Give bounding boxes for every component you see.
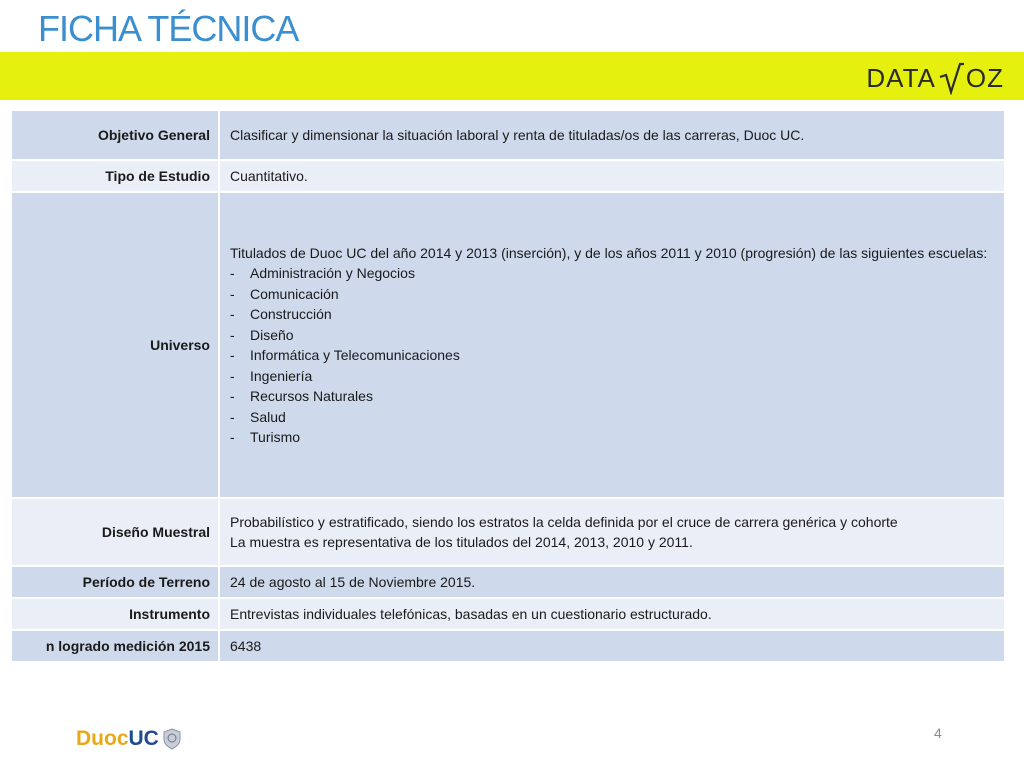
list-item: - Turismo: [230, 429, 301, 445]
table-row: [11, 566, 1005, 598]
brand-text-right: OZ: [965, 62, 1004, 93]
list-item: - Ingeniería: [230, 367, 313, 384]
list-item: - Diseño: [230, 326, 294, 343]
list-item: - Salud: [230, 408, 286, 425]
logo-text-uc: UC: [128, 727, 159, 750]
row-label-diseno: Diseño Muestral: [11, 498, 219, 566]
row-label-instrumento: Instrumento: [11, 598, 219, 630]
row-value-diseno: [219, 498, 1005, 566]
row-value-objetivo: Clasificar y dimensionar la situación laboral y renta de tituladas/os de las carreras, Duoc UC.: [219, 110, 1005, 160]
list-item: - Informática y Telecomunicaciones: [230, 347, 460, 363]
row-label-objetivo: Objetivo General: [11, 110, 219, 160]
table-row: [11, 498, 1005, 566]
table-row: [11, 160, 1005, 192]
row-value-n-logrado: 6438: [219, 630, 1005, 662]
brand-checkmark-icon: [938, 61, 964, 95]
list-item: - Administración y Negocios: [230, 265, 415, 281]
duoc-uc-logo: [76, 724, 186, 754]
diseno-line-2: La muestra es representativa de los titulados del 2014, 2013, 2010 y 2011.: [230, 534, 693, 550]
list-item: - Comunicación: [230, 285, 339, 302]
row-label-tipo: Tipo de Estudio: [11, 160, 219, 192]
table-row: [11, 192, 1005, 498]
row-value-universo: [219, 192, 1005, 498]
row-value-periodo: 24 de agosto al 15 de Noviembre 2015.: [219, 566, 1005, 598]
table-row: [11, 630, 1005, 662]
table-row: [11, 598, 1005, 630]
row-label-universo: Universo: [11, 192, 219, 498]
list-item: - Recursos Naturales: [230, 388, 373, 404]
tech-sheet-table: [10, 109, 1006, 663]
datavoz-logo: [866, 60, 1004, 96]
page-number: 4: [934, 725, 942, 741]
diseno-line-1: Probabilístico y estratificado, siendo los estratos la celda definida por el cruce de carrera genérica y cohorte: [230, 513, 898, 530]
page-title: FICHA TÉCNICA: [38, 8, 299, 49]
brand-text-left: DATA: [866, 62, 936, 93]
row-value-instrumento: Entrevistas individuales telefónicas, basadas en un cuestionario estructurado.: [219, 598, 1005, 630]
logo-text-duoc: Duoc: [76, 727, 129, 750]
list-item: - Construcción: [230, 306, 332, 322]
seal-icon: [162, 728, 182, 750]
row-value-tipo: Cuantitativo.: [219, 160, 1005, 192]
row-label-periodo: Período de Terreno: [11, 566, 219, 598]
table-row: [11, 110, 1005, 160]
universo-intro: Titulados de Duoc UC del año 2014 y 2013 (inserción), y de los años 2011 y 2010 (progresión) de las siguientes escuelas:: [230, 244, 988, 261]
escuelas-list: [230, 263, 996, 448]
row-label-n-logrado: n logrado medición 2015: [11, 630, 219, 662]
